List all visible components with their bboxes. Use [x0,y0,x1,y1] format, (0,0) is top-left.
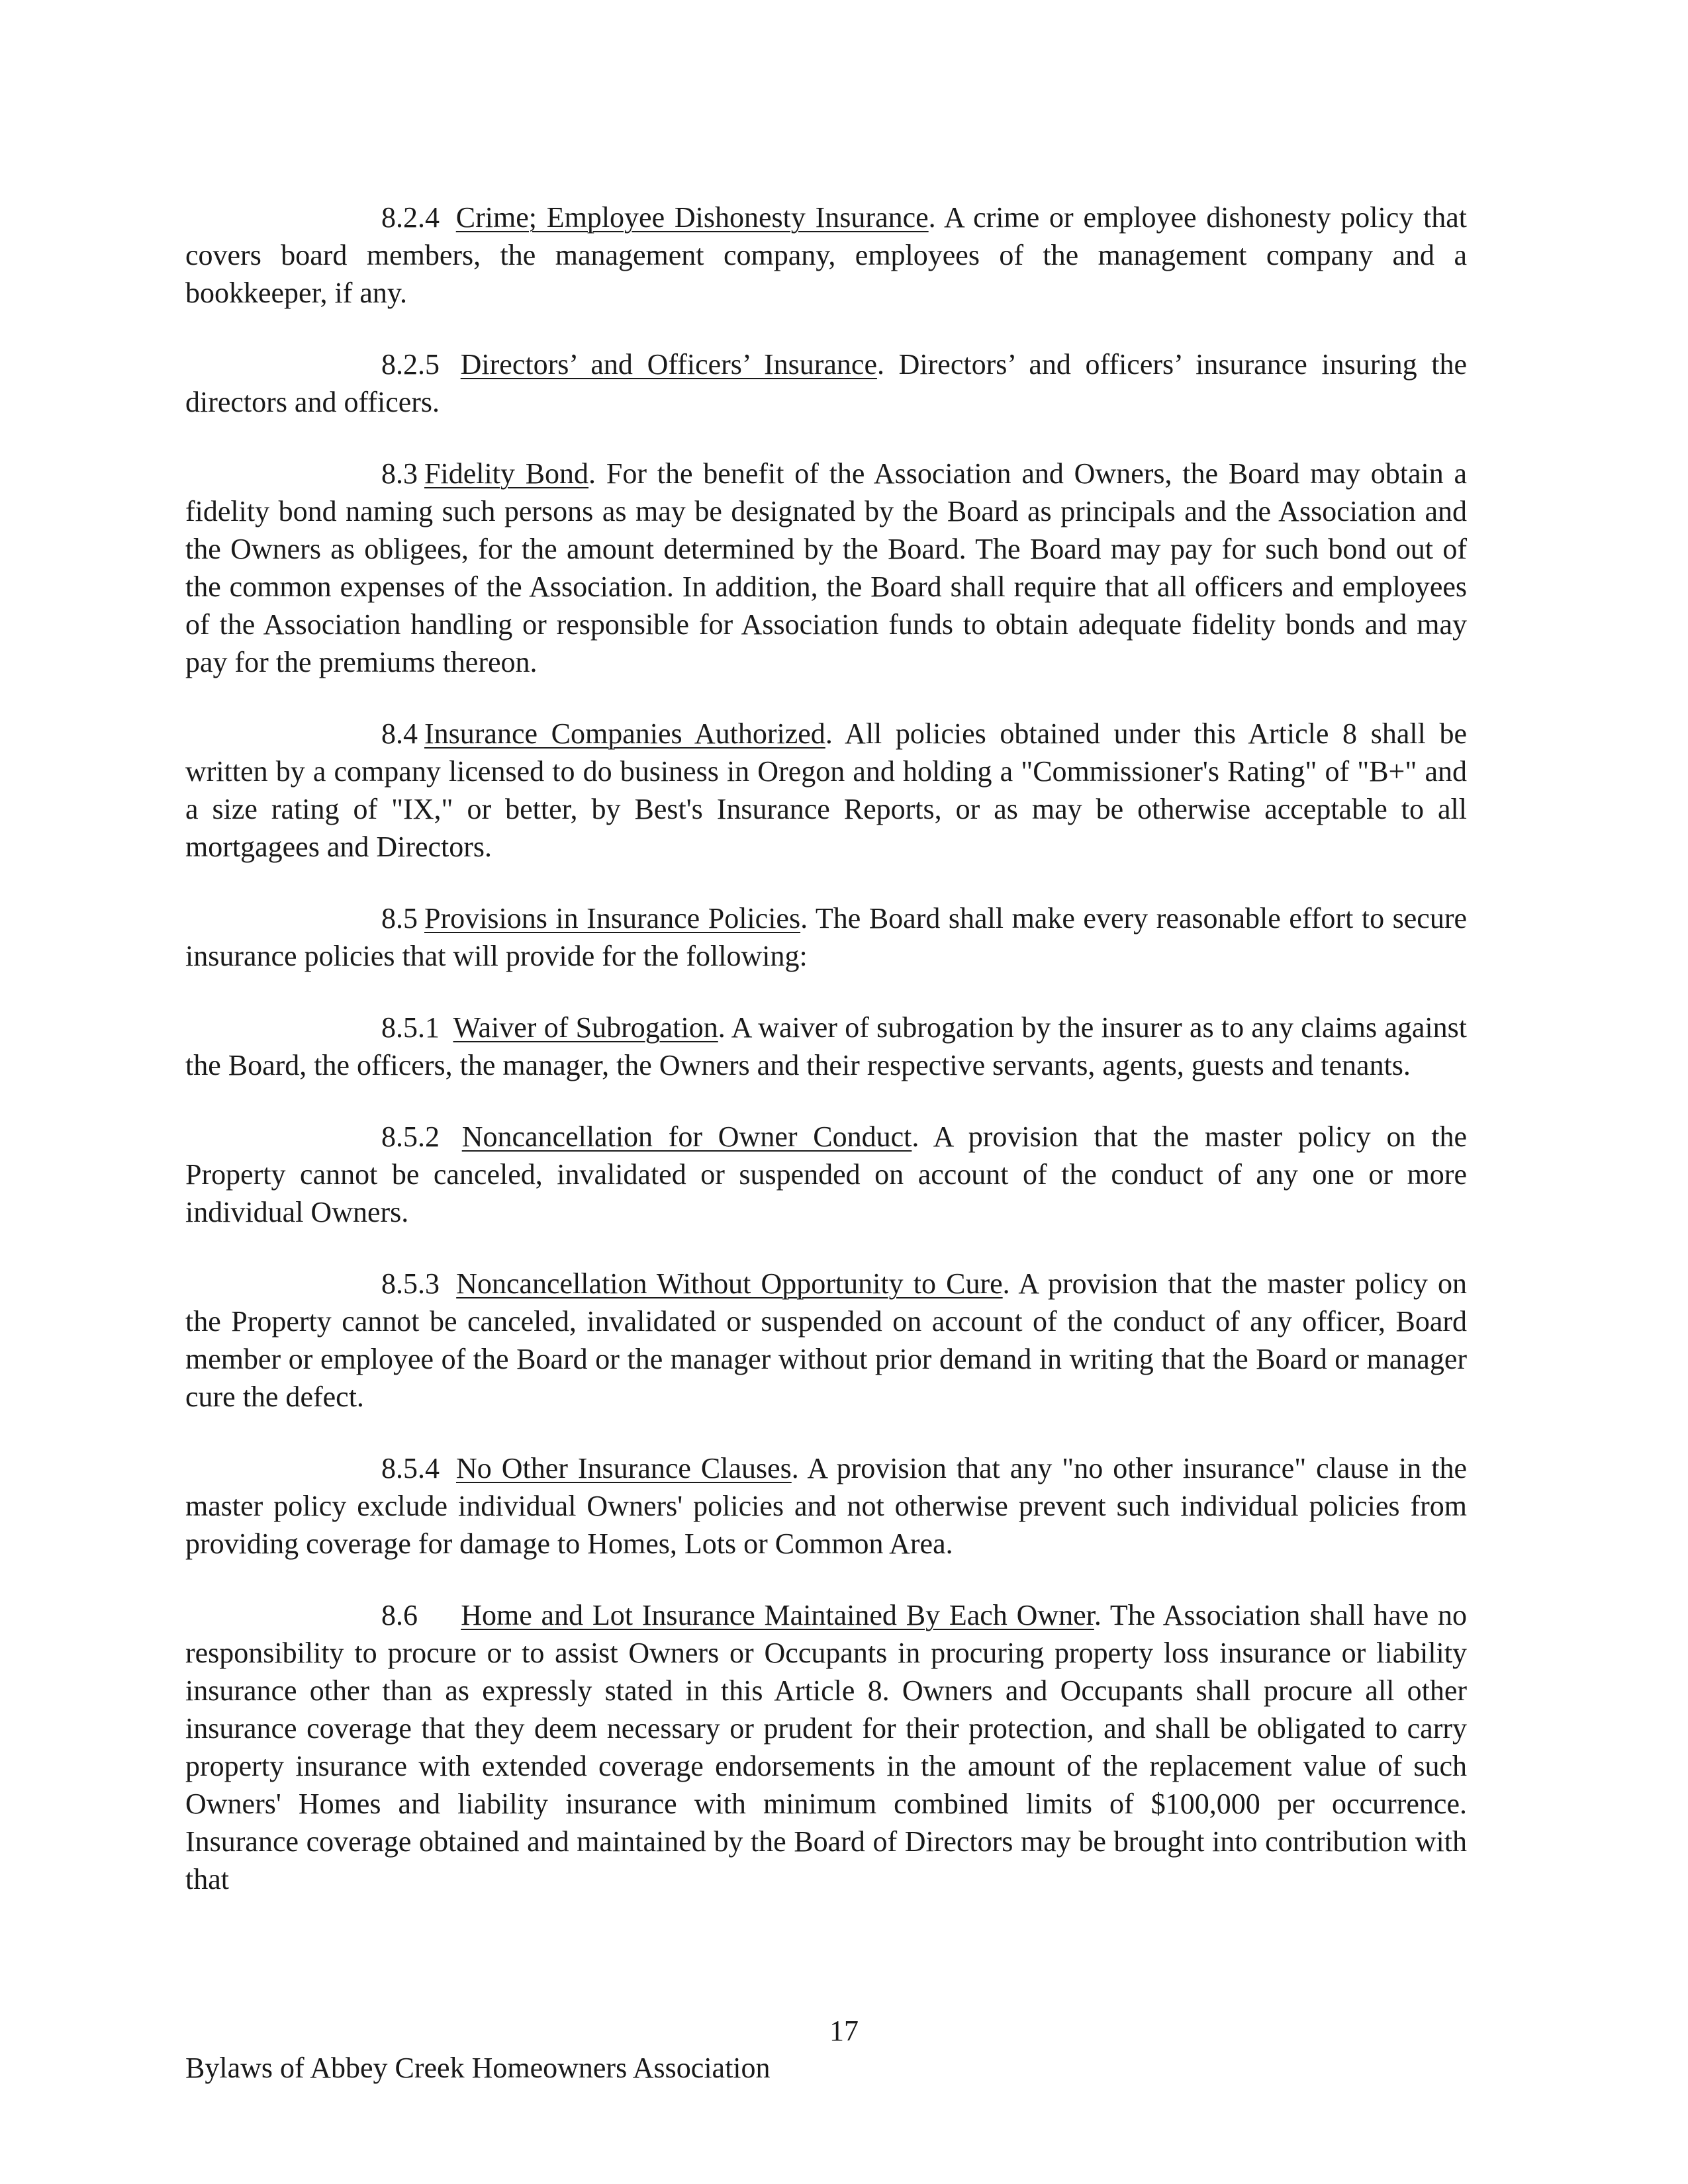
document-footer: Bylaws of Abbey Creek Homeowners Association [185,2052,771,2084]
section-text: Directors’ and officers’ insurance insuring the directors and officers. [185,348,1468,418]
section-number: 8.5.3 [381,1267,440,1300]
section-number: 8.5.2 [381,1120,440,1153]
section-title: Waiver of Subrogation [453,1011,718,1044]
section-number: 8.2.4 [381,201,440,234]
section-number: 8.6 [381,1599,418,1631]
section-8-5-4: 8.5.4 No Other Insurance Clauses. A provision that any "no other insurance" clause in the master policy exclude individual Owners' policies and not otherwise prevent such individual policies from providing coverage for damage to Homes, Lots or Common Area. [185,1452,1467,1560]
section-title: Fidelity Bond [424,457,589,490]
section-text: The Board shall make every reasonable effort to secure insurance policies that will provide for the following: [185,902,1468,972]
section-text: For the benefit of the Association and Owners, the Board may obtain a fidelity bond naming such persons as may be designated by the Board as principals and the Association and the Owners as obligees, for the amount determined by the Board. The Board may pay for such bond out of the common expenses of the Association. In addition, the Board shall require that all officers and employees of the Association handling or responsible for Association funds to obtain adequate fidelity bonds and may pay for the premiums thereon. [185,457,1468,678]
section-text: All policies obtained under this Article 8 shall be written by a company licensed to do business in Oregon and holding a "Commissioner's Rating" of "B+" and a size rating of "IX," or better, by Best's Insurance Reports, or as may be otherwise acceptable to all mortgagees and Directors. [185,717,1467,863]
section-title: Provisions in Insurance Policies [424,902,801,934]
section-8-5-1: 8.5.1 Waiver of Subrogation. A waiver of subrogation by the insurer as to any claims against the Board, the officers, the manager, the Owners and their respective servants, agents, guests and tenants. [185,1011,1468,1081]
section-text: A waiver of subrogation by the insurer as to any claims against the Board, the officers, the manager, the Owners and their respective servants, agents, guests and tenants. [185,1011,1468,1081]
section-number: 8.3 [381,457,418,490]
section-text: A provision that the master policy on the Property cannot be canceled, invalidated or suspended on account of the conduct of any one or more individual Owners. [185,1120,1467,1228]
section-8-5-3: 8.5.3 Noncancellation Without Opportunity to Cure. A provision that the master policy on the Property cannot be canceled, invalidated or suspended on account of the conduct of any officer, Board member or employee of the Board or the manager without prior demand in writing that the Board or manager cure the defect. [185,1267,1467,1413]
section-8-3: 8.3 Fidelity Bond. For the benefit of the Association and Owners, the Board may obtain a fidelity bond naming such persons as may be designated by the Board as principals and the Association and the Owners as obligees, for the amount determined by the Board. The Board may pay for such bond out of the common expenses of the Association. In addition, the Board shall require that all officers and employees of the Association handling or responsible for Association funds to obtain adequate fidelity bonds and may pay for the premiums thereon. [185,457,1468,678]
section-text: A crime or employee dishonesty policy that covers board members, the management company, employees of the management company and a bookkeeper, if any. [185,201,1467,309]
section-8-6: 8.6 Home and Lot Insurance Maintained By Each Owner. The Association shall have no responsibility to procure or to assist Owners or Occupants in procuring property loss insurance or liability insurance other than as expressly stated in this Article 8. Owners and Occupants shall procure all other insurance coverage that they deem necessary or prudent for their protection, and shall be obligated to carry property insurance with extended coverage endorsements in the amount of the replacement value of such Owners' Homes and liability insurance with minimum combined limits of $100,000 per occurrence. Insurance coverage obtained and maintained by the Board of Directors may be brought into contribution with that [185,1599,1467,1895]
section-title: Insurance Companies Authorized [424,717,825,750]
section-title: Home and Lot Insurance Maintained By Each Owner [461,1599,1094,1631]
section-title: Directors’ and Officers’ Insurance [460,348,877,381]
section-title: Noncancellation for Owner Conduct [461,1120,912,1153]
section-title: No Other Insurance Clauses [455,1452,792,1484]
section-number: 8.5.1 [381,1011,440,1044]
section-8-5: 8.5 Provisions in Insurance Policies. The Board shall make every reasonable effort to secure insurance policies that will provide for the following: [185,902,1468,972]
section-8-5-2: 8.5.2 Noncancellation for Owner Conduct. A provision that the master policy on the Property cannot be canceled, invalidated or suspended on account of the conduct of any one or more individual Owners. [185,1120,1467,1228]
section-text: A provision that any "no other insurance" clause in the master policy exclude individual Owners' policies and not otherwise prevent such individual policies from providing coverage for damage to Homes, Lots or Common Area. [185,1452,1467,1560]
section-title: Crime; Employee Dishonesty Insurance [455,201,929,234]
section-text: A provision that the master policy on the Property cannot be canceled, invalidated or suspended on account of the conduct of any officer, Board member or employee of the Board or the manager without prior demand in writing that the Board or manager cure the defect. [185,1267,1467,1413]
section-number: 8.5.4 [381,1452,440,1484]
page-number: 17 [829,2015,859,2047]
section-number: 8.4 [381,717,418,750]
document-body [185,199,1467,1932]
section-8-2-4: 8.2.4 Crime; Employee Dishonesty Insurance. A crime or employee dishonesty policy that covers board members, the management company, employees of the management company and a bookkeeper, if any. [185,201,1467,309]
section-title: Noncancellation Without Opportunity to Cure [456,1267,1003,1300]
section-8-4: 8.4 Insurance Companies Authorized. All policies obtained under this Article 8 shall be written by a company licensed to do business in Oregon and holding a "Commissioner's Rating" of "B+" and a size rating of "IX," or better, by Best's Insurance Reports, or as may be otherwise acceptable to all mortgagees and Directors. [185,717,1467,863]
section-text: The Association shall have no responsibility to procure or to assist Owners or Occupants in procuring property loss insurance or liability insurance other than as expressly stated in this Article 8. Owners and Occupants shall procure all other insurance coverage that they deem necessary or prudent for their protection, and shall be obligated to carry property insurance with extended coverage endorsements in the amount of the replacement value of such Owners' Homes and liability insurance with minimum combined limits of $100,000 per occurrence. Insurance coverage obtained and maintained by the Board of Directors may be brought into contribution with that [185,1599,1467,1895]
section-8-2-5: 8.2.5 Directors’ and Officers’ Insurance. Directors’ and officers’ insurance insuring the directors and officers. [185,348,1468,418]
section-number: 8.2.5 [381,348,440,381]
section-number: 8.5 [381,902,418,934]
